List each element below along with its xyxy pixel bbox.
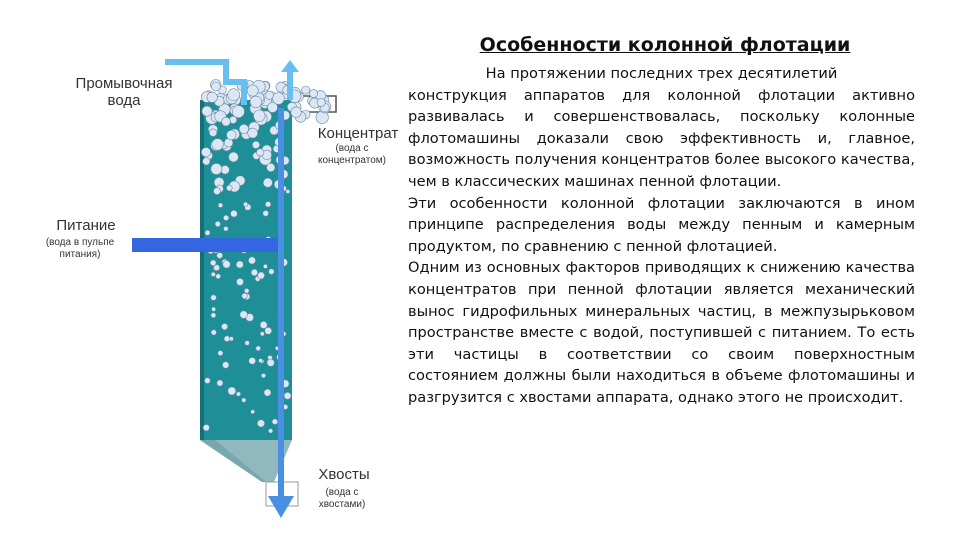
bubble bbox=[268, 429, 272, 433]
bubble bbox=[244, 288, 249, 293]
bubble bbox=[226, 185, 232, 191]
bubble bbox=[236, 278, 243, 285]
bubble bbox=[251, 410, 255, 414]
tailings-note: (вода с хвостами) bbox=[318, 487, 366, 510]
bubble bbox=[236, 261, 243, 268]
bubble bbox=[310, 89, 318, 97]
bubble bbox=[232, 106, 244, 118]
bubble bbox=[302, 86, 310, 94]
bubble bbox=[217, 253, 223, 259]
bubble bbox=[215, 221, 220, 226]
bubble bbox=[223, 261, 231, 269]
body-text bbox=[408, 63, 915, 409]
bubble bbox=[236, 392, 240, 396]
bubble bbox=[259, 359, 263, 363]
bubble bbox=[211, 163, 222, 174]
bubble bbox=[211, 330, 216, 335]
bubble bbox=[224, 226, 229, 231]
bubble bbox=[261, 373, 265, 377]
feed-note: (вода в пульпе питания) bbox=[45, 237, 115, 260]
bubble bbox=[221, 323, 227, 329]
bubble bbox=[317, 98, 325, 106]
bubble bbox=[253, 110, 265, 122]
bubble bbox=[227, 130, 237, 140]
bubble bbox=[222, 362, 229, 369]
bubble bbox=[203, 158, 210, 165]
bubble bbox=[265, 327, 272, 334]
bubble bbox=[265, 91, 273, 99]
tailings-label: Хвосты bbox=[318, 466, 370, 483]
bubble bbox=[207, 92, 217, 102]
bubble bbox=[239, 124, 248, 133]
bubble bbox=[265, 202, 271, 208]
paragraph-2: Эти особенности колонной флотации заключаются в ином принципе распределения воды между пенным и камерным продуктом, по сравнению с пенной флотацией. bbox=[408, 194, 915, 255]
bubble bbox=[291, 107, 302, 118]
bubble bbox=[209, 129, 217, 137]
feed-label: Питание bbox=[56, 217, 116, 234]
bubble bbox=[268, 103, 278, 113]
bubble bbox=[316, 111, 328, 123]
bubble bbox=[251, 269, 258, 276]
paragraph-intro: На протяжении последних трех десятилетий bbox=[485, 65, 838, 82]
bubble bbox=[257, 149, 264, 156]
bubble bbox=[240, 311, 248, 319]
bubble bbox=[211, 295, 217, 301]
bubble bbox=[249, 358, 256, 365]
bubble bbox=[217, 380, 223, 386]
feed-pipe bbox=[132, 238, 278, 252]
bubble bbox=[252, 141, 259, 148]
flotation-column-diagram bbox=[0, 0, 400, 540]
bubble bbox=[202, 106, 212, 116]
paragraph-3: Одним из основных факторов приводящих к снижению качества концентратов при пенной флотации является механический вынос гидрофильных минеральных частиц, в межпузырьковом пространстве вместе с водой, поступившей с питанием. То есть эти частицы в соответствии со своим поверхностным состоянием должны были находиться в объеме флотомашины и разгрузится с хвостами аппарата, однако этого не происходит. bbox=[408, 259, 915, 406]
bubble bbox=[263, 178, 272, 187]
bubble bbox=[205, 378, 211, 384]
concentrate-arrow-head bbox=[281, 60, 299, 72]
bubble bbox=[201, 148, 210, 157]
bubble bbox=[211, 272, 215, 276]
tailings-arrow-head bbox=[268, 496, 294, 518]
bubble bbox=[263, 210, 269, 216]
bubble bbox=[286, 190, 290, 194]
bubble bbox=[263, 264, 267, 268]
bubble bbox=[248, 128, 258, 138]
bubble bbox=[242, 293, 248, 299]
page-title: Особенности колонной флотации bbox=[479, 34, 851, 56]
concentrate-note: (вода с концентратом) bbox=[318, 143, 386, 166]
bubble bbox=[224, 336, 230, 342]
bubble bbox=[228, 387, 236, 395]
bubble bbox=[256, 346, 261, 351]
bubble bbox=[214, 188, 221, 195]
bubble bbox=[260, 332, 264, 336]
paragraph-1: конструкция аппаратов для колонной флотации активно развивалась и совершенствовалась, поскольку колонные флотомашины доказали свою эффективность и, главное, возможность получения концентратов более высокого качества, чем в классических машинах пенной флотации. bbox=[408, 86, 915, 190]
bubble bbox=[218, 351, 223, 356]
bubble bbox=[243, 202, 247, 206]
bubble bbox=[211, 82, 220, 91]
bubble bbox=[214, 265, 220, 271]
bubble bbox=[258, 272, 265, 279]
concentrate-label: Концентрат bbox=[317, 125, 399, 142]
bubble bbox=[284, 392, 291, 399]
bubble bbox=[260, 321, 267, 328]
bubble bbox=[267, 359, 274, 366]
bubble bbox=[272, 419, 278, 425]
bubble bbox=[257, 420, 264, 427]
bubble bbox=[267, 163, 275, 171]
bubble bbox=[248, 257, 255, 264]
bubble bbox=[247, 85, 258, 96]
bubble bbox=[250, 96, 262, 108]
bubble bbox=[228, 89, 240, 101]
bubble bbox=[229, 152, 239, 162]
bubble bbox=[212, 139, 224, 151]
bubble bbox=[242, 398, 246, 402]
bubble bbox=[245, 341, 250, 346]
bubble bbox=[205, 230, 210, 235]
bubble bbox=[216, 274, 221, 279]
bubble bbox=[231, 210, 238, 217]
bubble bbox=[203, 425, 209, 431]
bubble bbox=[211, 313, 216, 318]
bubble bbox=[269, 269, 275, 275]
bubble bbox=[222, 117, 231, 126]
bubble bbox=[218, 203, 223, 208]
wash-water-label: Промывочная вода bbox=[75, 75, 173, 109]
bubble bbox=[223, 215, 228, 220]
bubble bbox=[212, 307, 216, 311]
bubble bbox=[264, 389, 271, 396]
